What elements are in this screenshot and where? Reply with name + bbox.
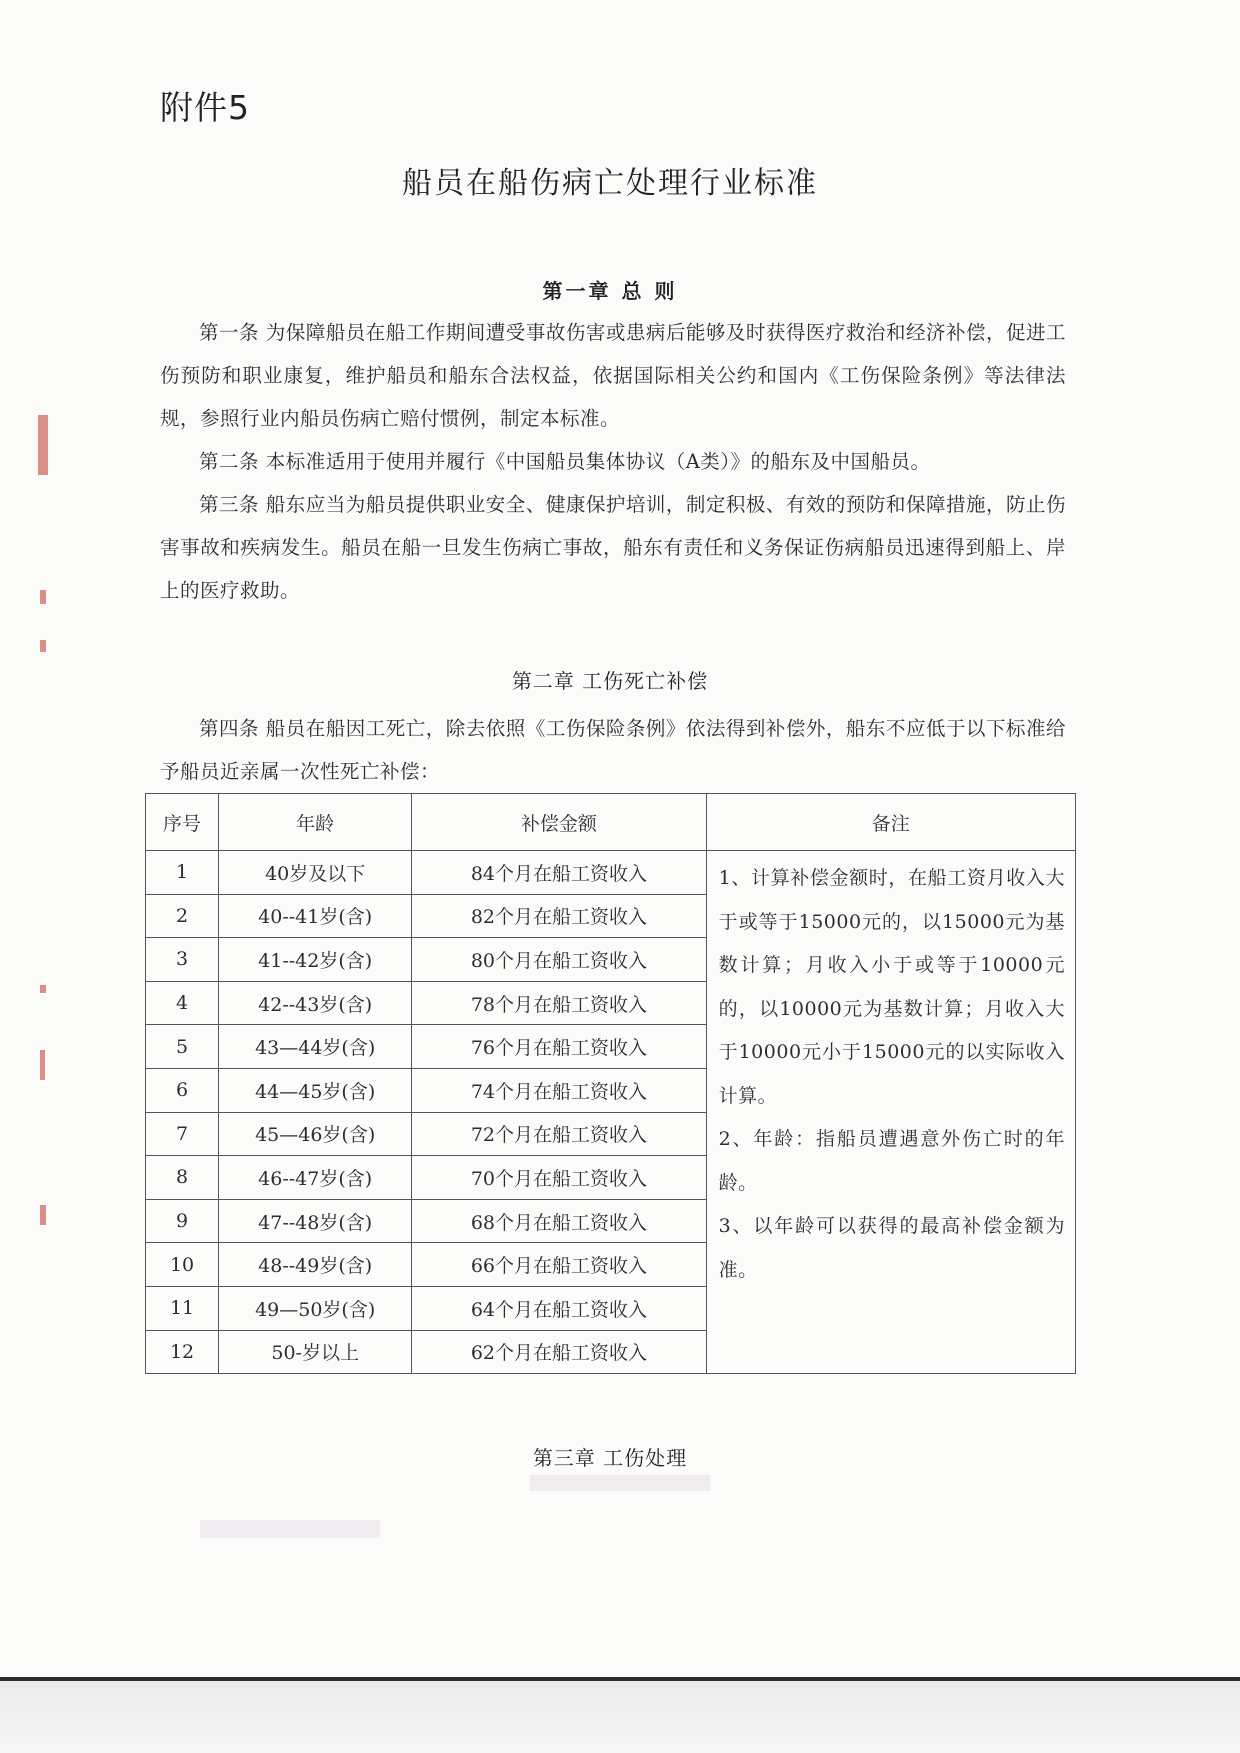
notes-cell [706,851,1075,1374]
row-no: 10 [146,1243,219,1287]
row-age: 47--48岁(含) [219,1199,412,1243]
row-age: 49—50岁(含) [219,1286,412,1330]
header-no: 序号 [146,794,219,851]
row-amount: 82个月在船工资收入 [412,894,706,938]
row-age: 50-岁以上 [219,1330,412,1374]
row-no: 6 [146,1068,219,1112]
chapter-2-heading: 第二章 工伤死亡补偿 [511,669,709,693]
note-2: 2、年龄：指船员遭遇意外伤亡时的年龄。 [718,1128,1065,1194]
article-4: 第四条 船员在船因工死亡，除去依照《工伤保险条例》依法得到补偿外，船东不应低于以下标准给予船员近亲属一次性死亡补偿： [160,717,1066,783]
row-no: 4 [146,981,219,1025]
row-no: 7 [146,1112,219,1156]
row-amount: 72个月在船工资收入 [412,1112,706,1156]
scan-smudge [530,1475,710,1491]
scan-mark [40,985,46,993]
scan-smudge [200,1520,380,1538]
row-amount: 66个月在船工资收入 [412,1243,706,1287]
document-title: 船员在船伤病亡处理行业标准 [402,166,818,201]
row-age: 45—46岁(含) [219,1112,412,1156]
article-1: 第一条 为保障船员在船工作期间遭受事故伤害或患病后能够及时获得医疗救治和经济补偿，促进工伤预防和职业康复，维护船员和船东合法权益，依据国际相关公约和国内《工伤保险条例》等法律法规，参照行业内船员伤病亡赔付惯例，制定本标准。 [160,321,1066,430]
header-amount: 补偿金额 [412,794,706,851]
row-amount: 78个月在船工资收入 [412,981,706,1025]
row-age: 40岁及以下 [219,851,412,895]
row-amount: 74个月在船工资收入 [412,1068,706,1112]
attachment-label: 附件5 [160,88,250,127]
row-age: 42--43岁(含) [219,981,412,1025]
scan-mark [40,640,46,652]
row-no: 5 [146,1025,219,1069]
row-amount: 68个月在船工资收入 [412,1199,706,1243]
header-age: 年龄 [219,794,412,851]
scanner-bed-shadow [0,1681,1240,1753]
row-amount: 64个月在船工资收入 [412,1286,706,1330]
row-age: 43—44岁(含) [219,1025,412,1069]
row-age: 48--49岁(含) [219,1243,412,1287]
death-compensation-table [145,793,1076,1374]
scan-mark [40,1205,46,1225]
row-amount: 76个月在船工资收入 [412,1025,706,1069]
row-age: 46--47岁(含) [219,1156,412,1200]
row-no: 8 [146,1156,219,1200]
note-1: 1、计算补偿金额时，在船工资月收入大于或等于15000元的，以15000元为基数计算；月收入小于或等于10000元的，以10000元为基数计算；月收入大于10000元小于15000元的以实际收入计算。 [718,867,1065,1107]
row-amount: 84个月在船工资收入 [412,851,706,895]
scan-mark [40,590,46,604]
scan-mark [38,415,48,475]
row-amount: 62个月在船工资收入 [412,1330,706,1374]
table-row [146,851,1076,895]
row-no: 3 [146,938,219,982]
row-no: 2 [146,894,219,938]
row-amount: 80个月在船工资收入 [412,938,706,982]
scan-mark [40,1050,45,1080]
article-3: 第三条 船东应当为船员提供职业安全、健康保护培训，制定积极、有效的预防和保障措施，防止伤害事故和疾病发生。船员在船一旦发生伤病亡事故，船东有责任和义务保证伤病船员迅速得到船上、岸上的医疗救助。 [160,493,1066,602]
row-no: 11 [146,1286,219,1330]
table-header-row [146,794,1076,851]
chapter-1-heading: 第一章 总 则 [542,279,678,303]
row-no: 1 [146,851,219,895]
row-no: 12 [146,1330,219,1374]
row-age: 40--41岁(含) [219,894,412,938]
row-no: 9 [146,1199,219,1243]
chapter-3-heading: 第三章 工伤处理 [532,1446,688,1470]
row-age: 41--42岁(含) [219,938,412,982]
row-amount: 70个月在船工资收入 [412,1156,706,1200]
header-notes: 备注 [706,794,1075,851]
row-age: 44—45岁(含) [219,1068,412,1112]
article-2: 第二条 本标准适用于使用并履行《中国船员集体协议（A类）》的船东及中国船员。 [199,450,931,473]
note-3: 3、以年龄可以获得的最高补偿金额为准。 [718,1215,1065,1281]
